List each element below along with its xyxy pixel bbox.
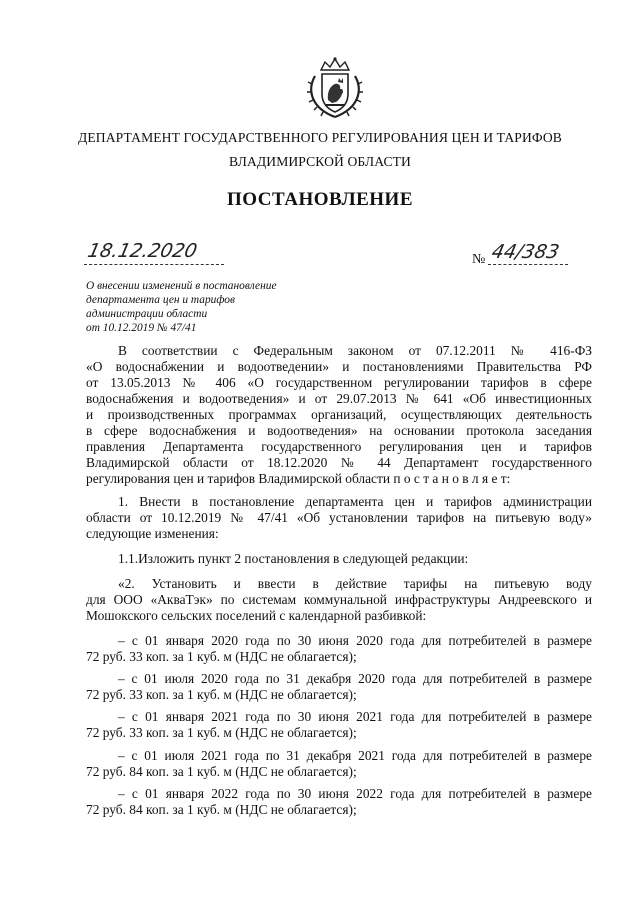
text-line: в сфере водоснабжения и водоотведения» на основании протокола заседания <box>86 423 592 438</box>
department-name-line1: ДЕПАРТАМЕНТ ГОСУДАРСТВЕННОГО РЕГУЛИРОВАНИЯ ЦЕН И ТАРИФОВ <box>78 130 562 145</box>
tariff-item <box>86 748 592 780</box>
handwritten-date: 18.12.2020 <box>85 240 200 262</box>
tariff-item <box>86 671 592 703</box>
number-underline <box>488 264 568 265</box>
text-line: 72 руб. 84 коп. за 1 куб. м (НДС не облагается); <box>86 802 357 817</box>
clause-2 <box>86 576 592 624</box>
text-line: 72 руб. 33 коп. за 1 куб. м (НДС не облагается); <box>86 687 357 702</box>
text-line: области от 10.12.2019 № 47/41 «Об установлении тарифов на питьевую воду» <box>86 510 592 525</box>
text-line: для ООО «АкваТэк» по системам коммунальной инфраструктуры Андреевского и <box>86 592 592 607</box>
subject-line: департамента цен и тарифов <box>86 294 235 306</box>
text-line: Мошокского сельских поселений с календарной разбивкой: <box>86 608 427 623</box>
text-line: правления Департамента государственного регулирования цен и тарифов <box>86 439 592 454</box>
department-name-line2: ВЛАДИМИРСКОЙ ОБЛАСТИ <box>229 154 411 169</box>
text-line: и производственных программах организаций, осуществляющих деятельность <box>86 407 592 422</box>
number-sign: № <box>472 252 486 267</box>
date-underline <box>84 264 224 265</box>
preamble-paragraph <box>86 343 592 487</box>
handwritten-number: 44/383 <box>489 241 562 263</box>
text-line: – с 01 июля 2020 года по 31 декабря 2020 года для потребителей в размере <box>118 671 592 686</box>
document-title: ПОСТАНОВЛЕНИЕ <box>226 189 414 210</box>
text-line: В соответствии с Федеральным законом от 07.12.2011 № 416-ФЗ <box>118 343 592 358</box>
subject-line: администрации области <box>86 308 208 320</box>
text-line: 1. Внести в постановление департамента цен и тарифов администрации <box>118 494 592 509</box>
subject-line: от 10.12.2019 № 47/41 <box>86 322 197 334</box>
text-line: «О водоснабжении и водоотведении» и постановлениями Правительства РФ <box>86 359 592 374</box>
coat-of-arms-icon <box>305 56 365 120</box>
tariff-item <box>86 633 592 665</box>
text-line: регулирования цен и тарифов Владимирской области п о с т а н о в л я е т: <box>86 471 511 486</box>
tariff-item <box>86 786 592 818</box>
text-line: 72 руб. 33 коп. за 1 куб. м (НДС не облагается); <box>86 649 357 664</box>
text-line: 72 руб. 33 коп. за 1 куб. м (НДС не облагается); <box>86 725 357 740</box>
text-line: – с 01 января 2021 года по 30 июня 2021 года для потребителей в размере <box>118 709 592 724</box>
text-line: 1.1.Изложить пункт 2 постановления в следующей редакции: <box>118 551 469 566</box>
document-subject <box>86 279 346 335</box>
text-line: «2. Установить и ввести в действие тарифы на питьевую воду <box>118 576 592 591</box>
text-line: 72 руб. 84 коп. за 1 куб. м (НДС не облагается); <box>86 764 357 779</box>
text-line: – с 01 июля 2021 года по 31 декабря 2021 года для потребителей в размере <box>118 748 592 763</box>
clause-1 <box>86 494 592 542</box>
text-line: – с 01 января 2020 года по 30 июня 2020 года для потребителей в размере <box>118 633 592 648</box>
tariff-item <box>86 709 592 741</box>
clause-1-1 <box>86 551 592 567</box>
text-line: от 13.05.2013 № 406 «О государственном регулировании тарифов в сфере <box>86 375 592 390</box>
subject-line: О внесении изменений в постановление <box>86 280 277 292</box>
text-line: – с 01 января 2022 года по 30 июня 2022 года для потребителей в размере <box>118 786 592 801</box>
text-line: следующие изменения: <box>86 526 219 541</box>
text-line: Владимирской области от 18.12.2020 № 44 Департамент государственного <box>86 455 592 470</box>
text-line: водоснабжения и водоотведения» и от 29.07.2013 № 641 «Об инвестиционных <box>86 391 592 406</box>
